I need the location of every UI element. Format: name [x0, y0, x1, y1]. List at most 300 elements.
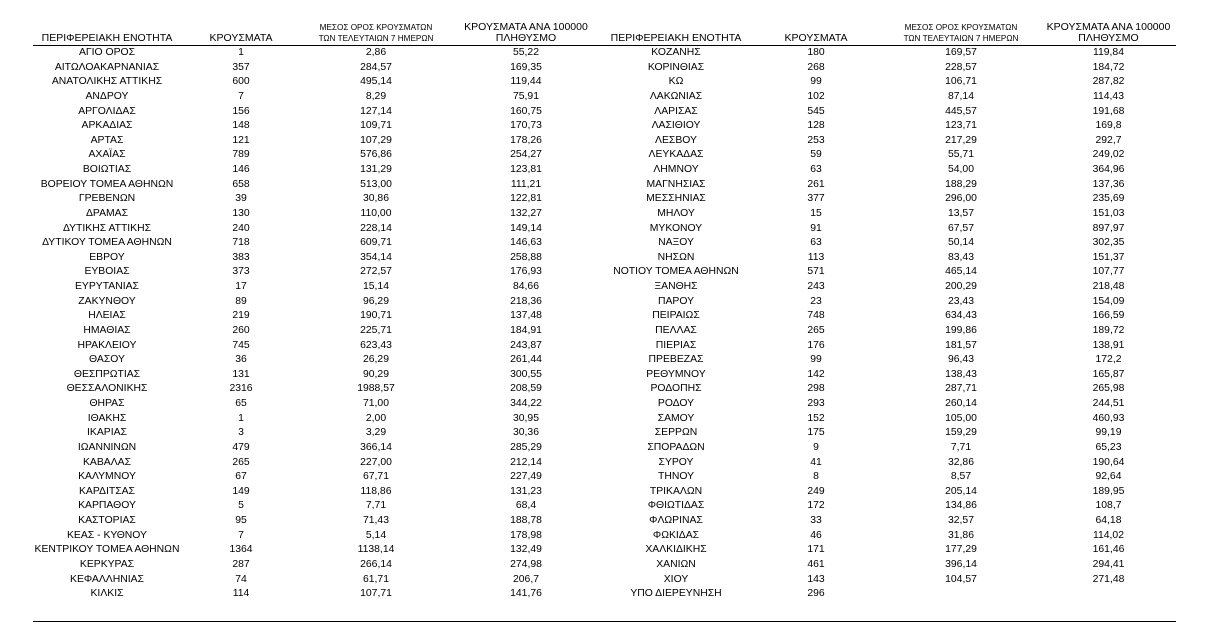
left-per100k-cell: 119,44 — [510, 76, 542, 88]
table-row — [33, 573, 1176, 588]
left-avg7-cell: 96,29 — [362, 295, 389, 307]
left-region-cell: ΚΑΡΠΑΘΟΥ — [78, 500, 136, 512]
left-avg7-cell: 107,29 — [360, 134, 392, 146]
right-per100k-cell: 191,68 — [1092, 105, 1125, 117]
right-per100k-cell: 107,77 — [1092, 266, 1125, 278]
right-per100k-cell: 65,23 — [1095, 441, 1122, 453]
right-region-cell: ΡΕΘΥΜΝΟΥ — [646, 368, 706, 380]
left-per100k-cell: 208,59 — [510, 383, 542, 395]
right-cases-cell: 461 — [807, 558, 825, 570]
left-per100k-cell: 227,49 — [510, 471, 542, 483]
right-cases-cell: 268 — [807, 61, 825, 73]
left-region-cell: ΗΡΑΚΛΕΙΟΥ — [77, 339, 137, 351]
table-row — [33, 236, 1176, 251]
right-cases-cell: 180 — [807, 47, 825, 58]
header-avg7-left: ΜΕΣΟΣ ΟΡΟΣ ΚΡΟΥΣΜΑΤΩΝ ΤΩΝ ΤΕΛΕΥΤΑΙΩΝ 7 ΗΜΕΡΩΝ — [301, 22, 451, 46]
left-per100k-cell: 30,36 — [512, 427, 539, 439]
right-avg7-cell: 465,14 — [945, 266, 977, 278]
header-per100k-right: ΚΡΟΥΣΜΑΤΑ ΑΝΑ 100000 ΠΛΗΘΥΣΜΟ — [1041, 22, 1176, 46]
left-region-cell: ΑΡΚΑΔΙΑΣ — [81, 120, 133, 132]
right-avg7-cell: 396,14 — [945, 558, 977, 570]
left-per100k-cell: 146,63 — [510, 237, 542, 249]
table-row — [33, 485, 1176, 500]
right-cases-cell: 171 — [807, 544, 825, 556]
left-cases-cell: 95 — [235, 515, 247, 526]
left-per100k-cell: 160,75 — [510, 105, 542, 117]
header-per100k-left: ΚΡΟΥΣΜΑΤΑ ΑΝΑ 100000 ΠΛΗΘΥΣΜΟ — [451, 22, 601, 46]
table-row — [33, 309, 1176, 324]
right-avg7-cell: 8,57 — [950, 471, 972, 483]
table-row — [33, 280, 1176, 295]
left-per100k-cell: 178,26 — [510, 134, 542, 146]
right-per100k-cell: 460,93 — [1092, 412, 1125, 424]
left-cases-cell: 7 — [238, 529, 244, 541]
left-avg7-cell: 71,43 — [362, 515, 389, 526]
table-row — [33, 499, 1176, 514]
left-region-cell: ΓΡΕΒΕΝΩΝ — [78, 193, 136, 205]
table-row — [33, 470, 1176, 485]
right-per100k-cell: 287,82 — [1092, 76, 1125, 88]
right-avg7-cell: 169,57 — [945, 47, 977, 58]
right-region-cell: ΜΥΚΟΝΟΥ — [649, 222, 703, 234]
right-cases-cell: 33 — [810, 515, 822, 526]
left-avg7-cell: 2,00 — [365, 412, 387, 424]
right-avg7-cell: 31,86 — [947, 529, 974, 541]
right-avg7-cell: 96,43 — [947, 354, 974, 366]
right-cases-cell: 59 — [810, 149, 822, 161]
left-per100k-cell: 206,7 — [512, 573, 539, 585]
right-region-cell: ΠΡΕΒΕΖΑΣ — [648, 354, 704, 366]
left-per100k-cell: 30,95 — [512, 412, 539, 424]
right-avg7-cell: 87,14 — [947, 90, 974, 102]
right-avg7-cell: 123,71 — [945, 120, 977, 132]
table-row — [33, 339, 1176, 354]
right-cases-cell: 377 — [807, 193, 825, 205]
left-cases-cell: 260 — [232, 324, 250, 336]
right-cases-cell: 102 — [807, 90, 825, 102]
right-region-cell: ΛΕΣΒΟΥ — [655, 134, 697, 146]
table-row — [33, 61, 1176, 76]
right-cases-cell: 41 — [810, 456, 822, 468]
left-avg7-cell: 2,86 — [365, 47, 387, 58]
right-avg7-cell: 50,14 — [947, 237, 974, 249]
left-avg7-cell: 90,29 — [362, 368, 389, 380]
table-row — [33, 353, 1176, 368]
right-region-cell: ΧΑΝΙΩΝ — [656, 558, 696, 570]
left-region-cell: ΕΥΒΟΙΑΣ — [84, 266, 130, 278]
left-avg7-cell: 71,00 — [362, 398, 389, 409]
right-per100k-cell: 244,51 — [1092, 398, 1125, 409]
right-avg7-cell: 13,57 — [947, 207, 974, 219]
right-region-cell: ΠΕΛΛΑΣ — [655, 324, 697, 336]
right-avg7-cell: 228,57 — [945, 61, 977, 73]
left-region-cell: ΙΘΑΚΗΣ — [87, 412, 127, 424]
left-cases-cell: 121 — [232, 134, 250, 146]
left-per100k-cell: 243,87 — [510, 339, 542, 351]
left-per100k-cell: 141,76 — [510, 588, 542, 600]
left-avg7-cell: 8,29 — [365, 90, 387, 102]
right-per100k-cell: 165,87 — [1092, 368, 1125, 380]
left-region-cell: ΑΧΑΪΑΣ — [88, 149, 126, 161]
right-region-cell: ΤΗΝΟΥ — [657, 471, 695, 483]
left-region-cell: ΔΥΤΙΚΟΥ ΤΟΜΕΑ ΑΘΗΝΩΝ — [42, 237, 172, 249]
right-avg7-cell: 54,00 — [947, 164, 974, 175]
table-row — [33, 222, 1176, 237]
left-per100k-cell: 184,91 — [510, 324, 542, 336]
left-cases-cell: 383 — [232, 251, 250, 263]
table-row — [33, 514, 1176, 529]
right-cases-cell: 293 — [807, 398, 825, 409]
right-per100k-cell: 218,48 — [1092, 281, 1125, 292]
header-region-left: ΠΕΡΙΦΕΡΕΙΑΚΗ ΕΝΟΤΗΤΑ — [33, 22, 181, 46]
right-per100k-cell: 169,8 — [1095, 120, 1122, 132]
left-avg7-cell: 67,71 — [362, 471, 389, 483]
right-cases-cell: 63 — [810, 164, 822, 175]
bottom-divider — [33, 621, 1176, 622]
right-region-cell: ΣΥΡΟΥ — [658, 456, 694, 468]
left-avg7-cell: 7,71 — [365, 500, 387, 512]
left-per100k-cell: 261,44 — [510, 354, 542, 366]
right-region-cell: ΝΑΞΟΥ — [658, 237, 694, 249]
right-cases-cell: 152 — [807, 412, 825, 424]
left-cases-cell: 65 — [235, 398, 247, 409]
left-avg7-cell: 366,14 — [360, 441, 392, 453]
table-row — [33, 192, 1176, 207]
left-avg7-cell: 576,86 — [360, 149, 392, 161]
left-cases-cell: 1 — [238, 47, 244, 58]
right-cases-cell: 249 — [807, 485, 825, 497]
right-per100k-cell: 364,96 — [1092, 164, 1125, 175]
right-region-cell: ΛΗΜΝΟΥ — [653, 164, 699, 175]
header-cases-right: ΚΡΟΥΣΜΑΤΑ — [751, 22, 881, 46]
table-row — [33, 543, 1176, 558]
table-row — [33, 75, 1176, 90]
right-avg7-cell: 7,71 — [950, 441, 972, 453]
left-per100k-cell: 274,98 — [510, 558, 542, 570]
right-avg7-cell: 32,86 — [947, 456, 974, 468]
right-per100k-cell: 897,97 — [1092, 222, 1125, 234]
left-region-cell: ΑΡΓΟΛΙΔΑΣ — [78, 105, 136, 117]
header-region-right: ΠΕΡΙΦΕΡΕΙΑΚΗ ΕΝΟΤΗΤΑ — [601, 22, 751, 46]
left-avg7-cell: 26,29 — [362, 354, 389, 366]
left-region-cell: ΑΓΙΟ ΟΡΟΣ — [78, 47, 136, 58]
left-per100k-cell: 212,14 — [510, 456, 542, 468]
right-cases-cell: 142 — [807, 368, 825, 380]
right-region-cell: ΧΙΟΥ — [663, 573, 689, 585]
right-region-cell: ΛΕΥΚΑΔΑΣ — [648, 149, 704, 161]
left-region-cell: ΚΕΦΑΛΛΗΝΙΑΣ — [70, 573, 144, 585]
left-region-cell: ΚΑΛΥΜΝΟΥ — [78, 471, 136, 483]
left-cases-cell: 130 — [232, 207, 250, 219]
table-row — [33, 90, 1176, 105]
right-per100k-cell: 189,72 — [1092, 324, 1125, 336]
right-region-cell: ΡΟΔΟΥ — [657, 398, 695, 409]
right-cases-cell: 128 — [807, 120, 825, 132]
right-per100k-cell: 190,64 — [1092, 456, 1125, 468]
left-cases-cell: 74 — [235, 573, 247, 585]
left-cases-cell: 114 — [232, 588, 250, 600]
right-avg7-cell: 205,14 — [945, 485, 977, 497]
right-region-cell: ΠΙΕΡΙΑΣ — [655, 339, 697, 351]
right-per100k-cell: 92,64 — [1095, 471, 1122, 483]
left-cases-cell: 3 — [238, 427, 244, 439]
left-region-cell: ΔΡΑΜΑΣ — [85, 207, 129, 219]
left-avg7-cell: 127,14 — [360, 105, 392, 117]
right-avg7-cell: 217,29 — [945, 134, 977, 146]
right-per100k-cell: 189,95 — [1092, 485, 1125, 497]
left-cases-cell: 479 — [232, 441, 250, 453]
left-avg7-cell: 5,14 — [365, 529, 387, 541]
table-row — [33, 148, 1176, 163]
left-avg7-cell: 225,71 — [360, 324, 392, 336]
table-row — [33, 134, 1176, 149]
left-cases-cell: 5 — [238, 500, 244, 512]
right-cases-cell: 261 — [807, 178, 825, 190]
right-region-cell: ΛΑΚΩΝΙΑΣ — [649, 90, 703, 102]
right-region-cell: ΜΕΣΣΗΝΙΑΣ — [646, 193, 706, 205]
left-per100k-cell: 285,29 — [510, 441, 542, 453]
table-row — [33, 46, 1176, 61]
table-row — [33, 426, 1176, 441]
right-avg7-cell: 287,71 — [945, 383, 977, 395]
right-region-cell: ΚΩ — [668, 76, 684, 88]
right-cases-cell: 23 — [810, 295, 822, 307]
right-cases-cell: 91 — [810, 222, 822, 234]
table-row — [33, 105, 1176, 120]
right-cases-cell: 172 — [807, 500, 825, 512]
left-region-cell: ΚΕΑΣ - ΚΥΘΝΟΥ — [67, 529, 147, 541]
right-per100k-cell: 119,84 — [1092, 47, 1124, 58]
left-avg7-cell: 272,57 — [360, 266, 392, 278]
left-region-cell: ΚΕΡΚΥΡΑΣ — [79, 558, 135, 570]
right-cases-cell: 175 — [807, 427, 825, 439]
left-per100k-cell: 84,66 — [512, 281, 539, 292]
left-per100k-cell: 258,88 — [510, 251, 542, 263]
right-region-cell: ΣΑΜΟΥ — [657, 412, 695, 424]
right-per100k-cell: 265,98 — [1092, 383, 1125, 395]
left-region-cell: ΚΑΡΔΙΤΣΑΣ — [79, 485, 135, 497]
cases-table — [33, 22, 1176, 602]
right-per100k-cell: 64,18 — [1095, 515, 1122, 526]
left-cases-cell: 148 — [232, 120, 250, 132]
left-avg7-cell: 609,71 — [360, 237, 392, 249]
left-cases-cell: 357 — [232, 61, 250, 73]
left-per100k-cell: 123,81 — [510, 164, 542, 175]
right-cases-cell: 99 — [810, 354, 822, 366]
left-per100k-cell: 188,78 — [510, 515, 542, 526]
right-avg7-cell: 445,57 — [945, 105, 977, 117]
right-avg7-cell: 104,57 — [945, 573, 977, 585]
right-avg7-cell: 159,29 — [945, 427, 977, 439]
left-region-cell: ΙΚΑΡΙΑΣ — [87, 427, 127, 439]
right-cases-cell: 571 — [807, 266, 825, 278]
left-cases-cell: 745 — [232, 339, 250, 351]
left-region-cell: ΚΑΣΤΟΡΙΑΣ — [78, 515, 136, 526]
left-region-cell: ΚΕΝΤΡΙΚΟΥ ΤΟΜΕΑ ΑΘΗΝΩΝ — [34, 544, 180, 556]
right-cases-cell: 545 — [807, 105, 825, 117]
header-row — [33, 22, 1176, 46]
right-per100k-cell: 151,37 — [1092, 251, 1125, 263]
right-avg7-cell: 199,86 — [945, 324, 977, 336]
left-avg7-cell: 513,00 — [360, 178, 392, 190]
left-cases-cell: 1 — [238, 412, 244, 424]
right-region-cell: ΦΩΚΙΔΑΣ — [652, 529, 700, 541]
left-avg7-cell: 190,71 — [360, 310, 392, 322]
right-cases-cell: 176 — [807, 339, 825, 351]
left-cases-cell: 7 — [238, 90, 244, 102]
right-region-cell: ΛΑΡΙΣΑΣ — [654, 105, 698, 117]
left-region-cell: ΘΑΣΟΥ — [89, 354, 125, 366]
left-per100k-cell: 254,27 — [510, 149, 542, 161]
left-avg7-cell: 623,43 — [360, 339, 392, 351]
right-per100k-cell: 249,02 — [1092, 149, 1125, 161]
right-cases-cell: 243 — [807, 281, 825, 292]
right-per100k-cell — [1041, 587, 1176, 602]
right-per100k-cell: 138,91 — [1092, 339, 1125, 351]
right-avg7-cell: 106,71 — [945, 76, 977, 88]
right-per100k-cell: 108,7 — [1095, 500, 1122, 512]
right-avg7-cell: 200,29 — [945, 281, 977, 292]
right-per100k-cell: 172,2 — [1095, 354, 1122, 366]
left-cases-cell: 149 — [232, 485, 250, 497]
right-per100k-cell: 154,09 — [1092, 295, 1125, 307]
right-per100k-cell: 114,02 — [1092, 529, 1124, 541]
right-per100k-cell: 161,46 — [1092, 544, 1125, 556]
left-avg7-cell: 15,14 — [362, 281, 389, 292]
left-avg7-cell: 227,00 — [360, 456, 392, 468]
left-per100k-cell: 344,22 — [510, 398, 542, 409]
table-row — [33, 163, 1176, 178]
right-cases-cell: 748 — [807, 310, 825, 322]
right-per100k-cell: 184,72 — [1092, 61, 1125, 73]
left-region-cell: ΗΜΑΘΙΑΣ — [83, 324, 131, 336]
right-per100k-cell: 99,19 — [1095, 427, 1122, 439]
left-avg7-cell: 61,71 — [362, 573, 389, 585]
left-region-cell: ΘΗΡΑΣ — [89, 398, 125, 409]
left-avg7-cell: 118,86 — [360, 485, 392, 497]
left-avg7-cell: 284,57 — [360, 61, 392, 73]
table-row — [33, 412, 1176, 427]
left-avg7-cell: 495,14 — [360, 76, 392, 88]
right-region-cell: ΝΗΣΩΝ — [657, 251, 695, 263]
right-per100k-cell: 166,59 — [1092, 310, 1125, 322]
right-avg7-cell: 177,29 — [945, 544, 977, 556]
cases-report — [33, 22, 1176, 602]
left-avg7-cell: 30,86 — [362, 193, 389, 205]
left-cases-cell: 17 — [235, 281, 247, 292]
table-row — [33, 558, 1176, 573]
left-region-cell: ΕΥΡΥΤΑΝΙΑΣ — [75, 281, 139, 292]
right-per100k-cell: 294,41 — [1092, 558, 1125, 570]
left-cases-cell: 240 — [232, 222, 250, 234]
right-per100k-cell: 302,35 — [1092, 237, 1125, 249]
left-region-cell: ΙΩΑΝΝΙΝΩΝ — [77, 441, 137, 453]
right-region-cell: ΚΟΖΑΝΗΣ — [651, 47, 701, 58]
right-cases-cell: 8 — [813, 471, 819, 483]
left-region-cell: ΒΟΙΩΤΙΑΣ — [82, 164, 132, 175]
left-region-cell: ΑΝΑΤΟΛΙΚΗΣ ΑΤΤΙΚΗΣ — [51, 76, 163, 88]
right-region-cell: ΥΠΟ ΔΙΕΡΕΥΝΗΣΗ — [630, 588, 722, 600]
right-cases-cell: 253 — [807, 134, 825, 146]
left-cases-cell: 131 — [232, 368, 250, 380]
right-region-cell: ΞΑΝΘΗΣ — [654, 281, 698, 292]
left-cases-cell: 146 — [232, 164, 250, 175]
right-region-cell: ΚΟΡΙΝΘΙΑΣ — [647, 61, 705, 73]
right-avg7-cell: 32,57 — [947, 515, 974, 526]
right-cases-cell: 265 — [807, 324, 825, 336]
table-row — [33, 207, 1176, 222]
right-cases-cell: 113 — [807, 251, 825, 263]
left-cases-cell: 1364 — [229, 544, 253, 556]
right-region-cell: ΛΑΣΙΘΙΟΥ — [651, 120, 701, 132]
table-row — [33, 382, 1176, 397]
left-per100k-cell: 68,4 — [515, 500, 537, 512]
left-avg7-cell: 107,71 — [360, 588, 392, 600]
left-avg7-cell: 3,29 — [365, 427, 387, 439]
left-cases-cell: 373 — [232, 266, 250, 278]
right-region-cell: ΣΕΡΡΩΝ — [654, 427, 698, 439]
table-row — [33, 456, 1176, 471]
left-avg7-cell: 1988,57 — [357, 383, 395, 395]
right-cases-cell: 99 — [810, 76, 822, 88]
right-region-cell: ΜΑΓΝΗΣΙΑΣ — [646, 178, 706, 190]
right-avg7-cell: 134,86 — [945, 500, 977, 512]
table-row — [33, 178, 1176, 193]
right-per100k-cell: 292,7 — [1095, 134, 1122, 146]
right-cases-cell: 298 — [807, 383, 825, 395]
left-cases-cell: 39 — [235, 193, 247, 205]
left-per100k-cell: 111,21 — [510, 178, 542, 190]
left-region-cell: ΚΑΒΑΛΑΣ — [82, 456, 132, 468]
left-cases-cell: 658 — [232, 178, 250, 190]
left-region-cell: ΘΕΣΠΡΩΤΙΑΣ — [73, 368, 141, 380]
left-avg7-cell: 354,14 — [360, 251, 392, 263]
left-avg7-cell: 131,29 — [360, 164, 392, 175]
right-avg7-cell: 634,43 — [945, 310, 977, 322]
left-cases-cell: 89 — [235, 295, 247, 307]
right-region-cell: ΤΡΙΚΑΛΩΝ — [649, 485, 703, 497]
left-cases-cell: 2316 — [229, 383, 253, 395]
left-per100k-cell: 169,35 — [510, 61, 542, 73]
right-cases-cell: 63 — [810, 237, 822, 249]
left-per100k-cell: 176,93 — [510, 266, 542, 278]
left-per100k-cell: 122,81 — [510, 193, 542, 205]
right-cases-cell: 46 — [810, 529, 822, 541]
table-row — [33, 587, 1176, 602]
left-cases-cell: 219 — [232, 310, 250, 322]
right-cases-cell: 296 — [807, 588, 825, 600]
left-cases-cell: 600 — [232, 76, 250, 88]
left-per100k-cell: 178,98 — [510, 529, 542, 541]
right-region-cell: ΝΟΤΙΟΥ ΤΟΜΕΑ ΑΘΗΝΩΝ — [613, 266, 739, 278]
right-region-cell: ΠΕΙΡΑΙΩΣ — [652, 310, 700, 322]
table-row — [33, 295, 1176, 310]
right-avg7-cell: 105,00 — [945, 412, 977, 424]
right-cases-cell: 15 — [810, 207, 822, 219]
right-avg7-cell: 23,43 — [947, 295, 974, 307]
table-body — [33, 46, 1176, 602]
right-per100k-cell: 235,69 — [1092, 193, 1125, 205]
header-cases-left: ΚΡΟΥΣΜΑΤΑ — [181, 22, 301, 46]
left-per100k-cell: 149,14 — [510, 222, 542, 234]
right-cases-cell: 9 — [813, 441, 819, 453]
left-region-cell: ΑΙΤΩΛΟΑΚΑΡΝΑΝΙΑΣ — [54, 61, 160, 73]
right-per100k-cell: 271,48 — [1092, 573, 1125, 585]
left-avg7-cell: 109,71 — [360, 120, 392, 132]
right-avg7-cell — [881, 587, 1041, 602]
left-region-cell: ΖΑΚΥΝΘΟΥ — [78, 295, 136, 307]
table-row — [33, 397, 1176, 412]
